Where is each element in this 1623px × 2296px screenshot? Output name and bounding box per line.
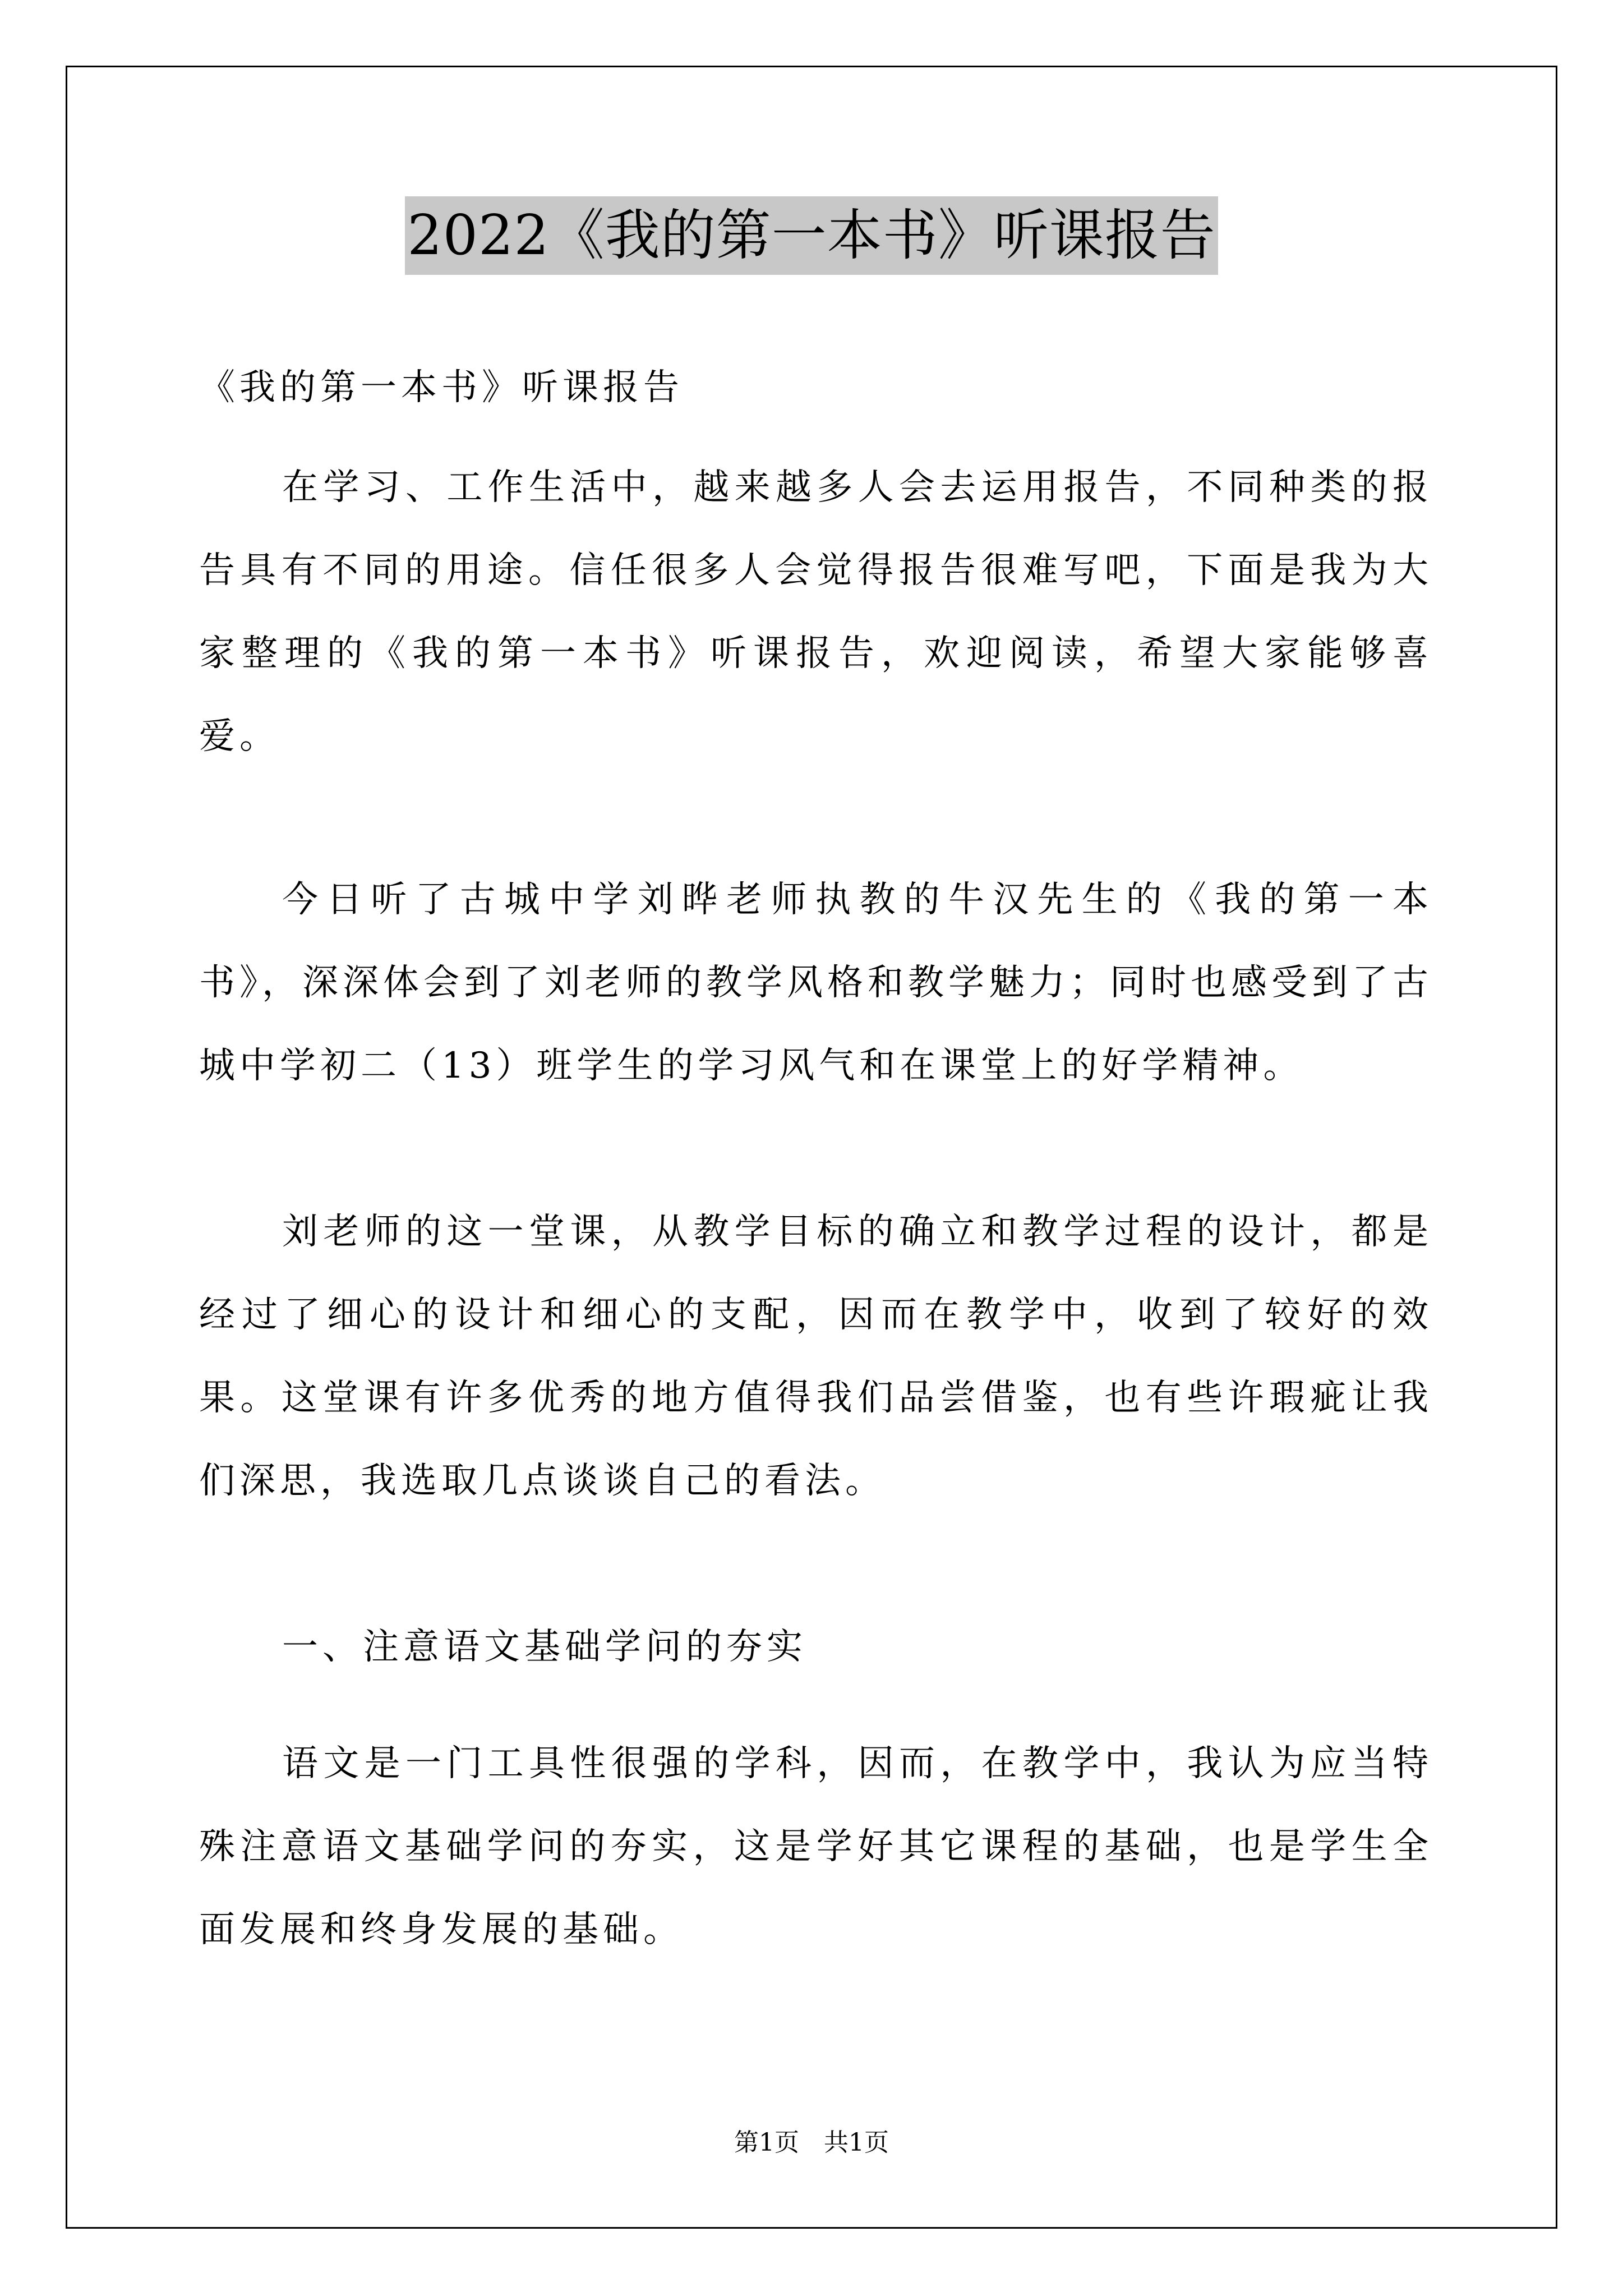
- document-title: 2022《我的第一本书》听课报告: [405, 196, 1218, 275]
- page-number: 第1页 共1页: [734, 2128, 889, 2157]
- document-subtitle: 《我的第一本书》听课报告: [199, 367, 684, 408]
- paragraph-evaluation: 刘老师的这一堂课，从教学目标的确立和教学过程的设计，都是经过了细心的设计和细心的支配，因而在教学中，收到了较好的效果。这堂课有许多优秀的地方值得我们品尝借鉴，也有些许瑕疵让我们深思，我选取几点谈谈自己的看法。: [199, 1211, 1433, 1502]
- paragraph-lecture: 今日听了古城中学刘晔老师执教的牛汉先生的《我的第一本书》，深深体会到了刘老师的教学风格和教学魅力；同时也感受到了古城中学初二（13）班学生的学习风气和在课堂上的好学精神。: [199, 879, 1433, 1087]
- paragraph-intro: 在学习、工作生活中，越来越多人会去运用报告，不同种类的报告具有不同的用途。信任很多人会觉得报告很难写吧，下面是我为大家整理的《我的第一本书》听课报告，欢迎阅读，希望大家能够喜爱。: [199, 467, 1433, 757]
- paragraph-foundation: 语文是一门工具性很强的学科，因而，在教学中，我认为应当特殊注意语文基础学问的夯实，这是学好其它课程的基础，也是学生全面发展和终身发展的基础。: [199, 1743, 1433, 1950]
- section-heading: 一、注意语文基础学问的夯实: [282, 1626, 807, 1668]
- title-container: [0, 196, 1623, 275]
